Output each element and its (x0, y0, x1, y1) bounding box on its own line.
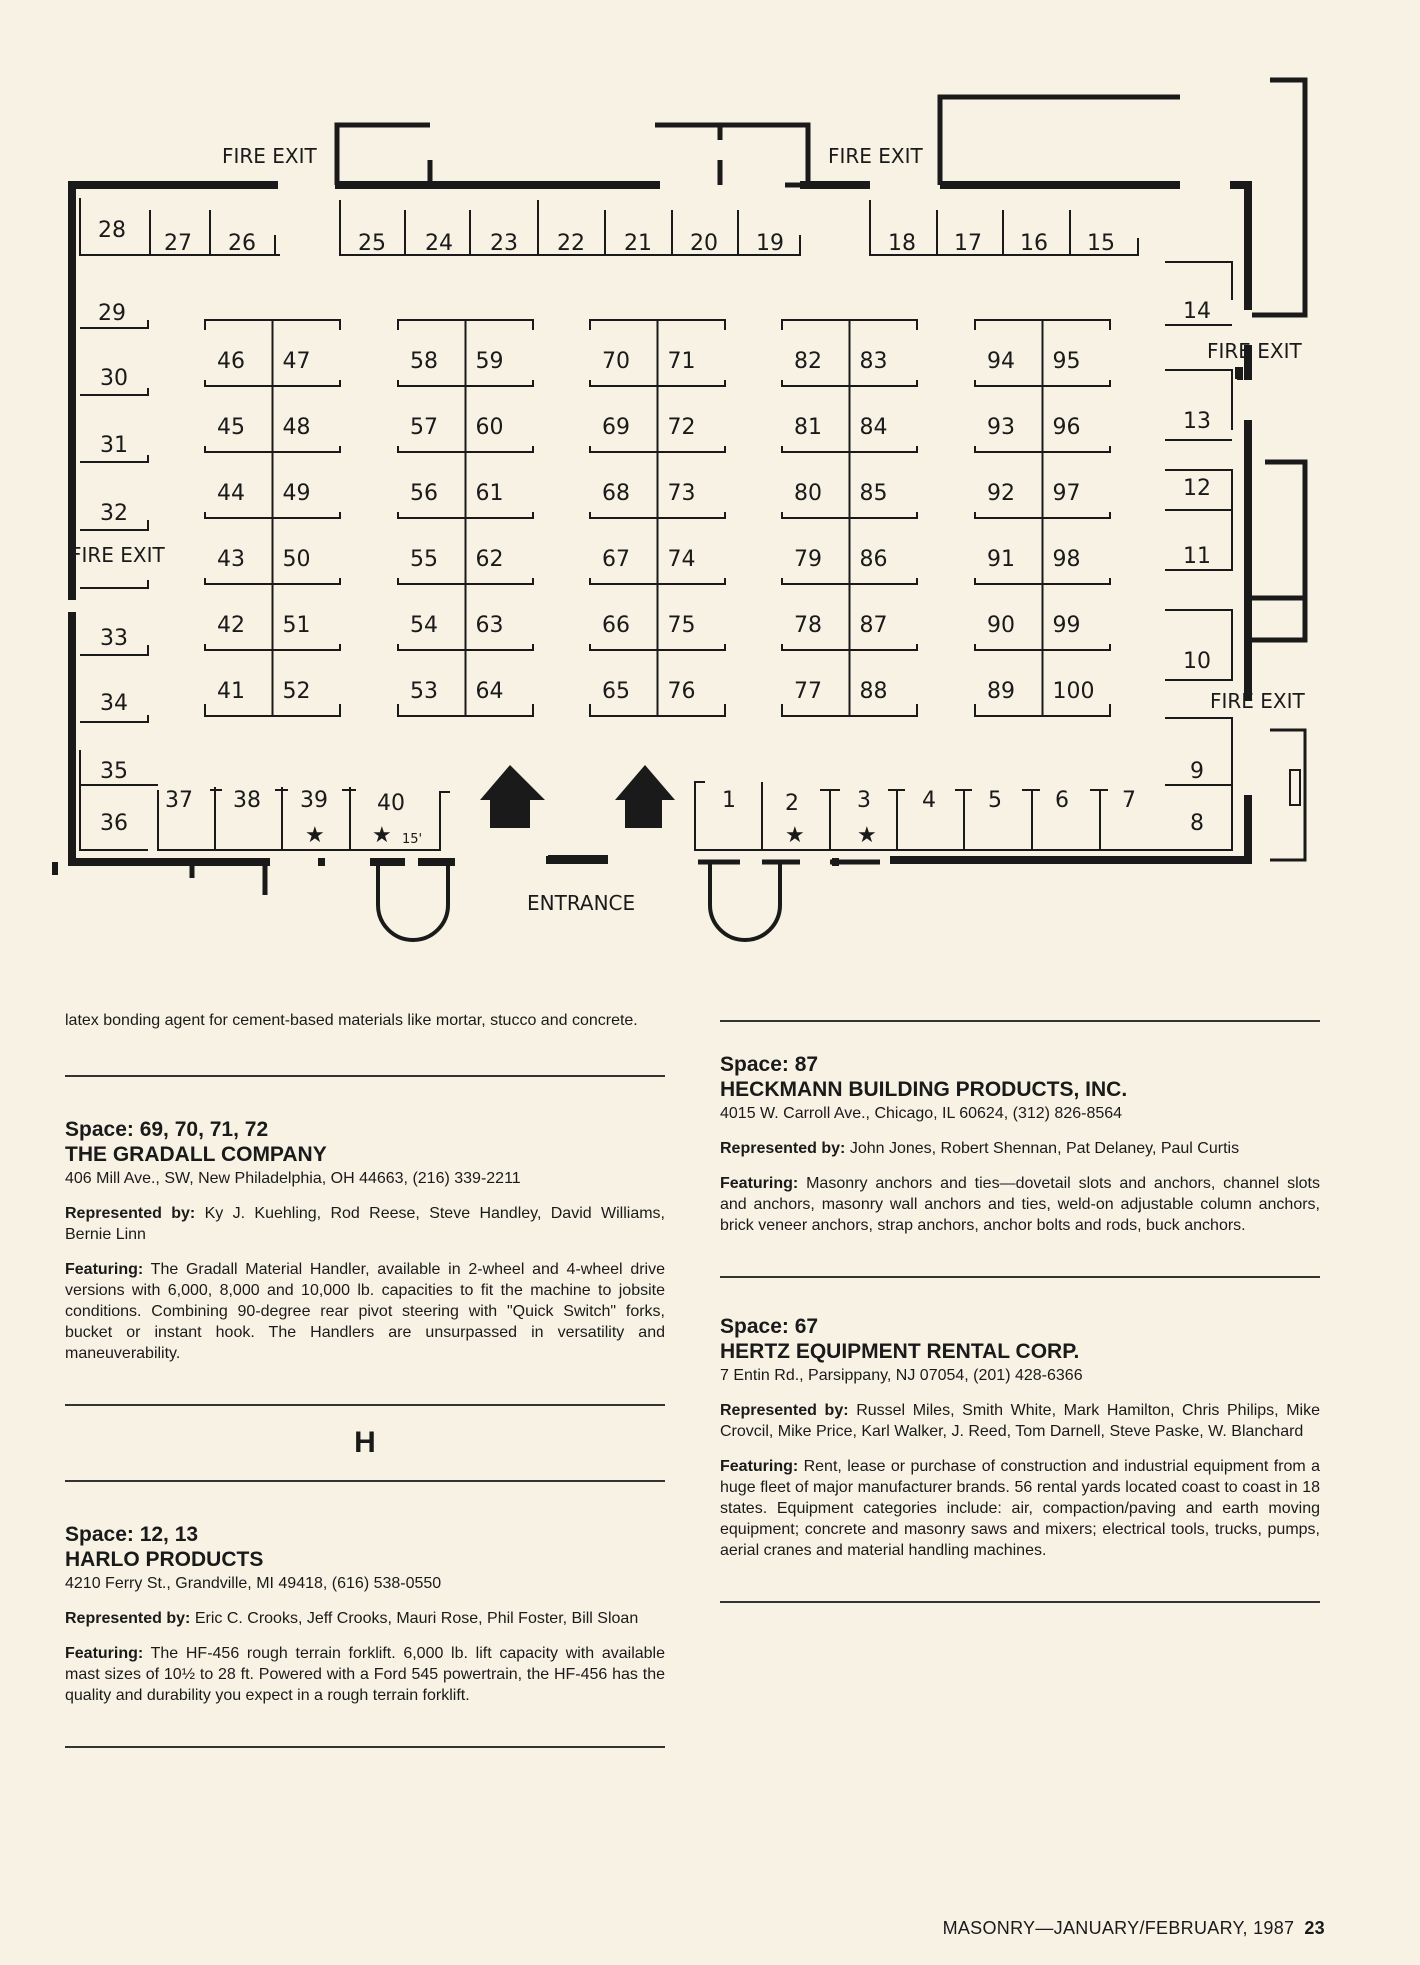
booth-21: 21 (624, 231, 652, 256)
star-icon: ★ (785, 823, 805, 848)
divider (720, 1020, 1320, 1022)
entry-company: THE GRADALL COMPANY (65, 1143, 327, 1166)
booth-37: 37 (165, 788, 193, 813)
represented-names: John Jones, Robert Shennan, Pat Delaney, Paul Curtis (845, 1140, 1240, 1157)
booth-39: 39 (300, 788, 328, 813)
booth-29: 29 (98, 301, 126, 326)
booth-27: 27 (164, 231, 192, 256)
booth-1: 1 (722, 788, 736, 813)
entry-space: Space: 12, 13 (65, 1523, 199, 1546)
booth-65: 65 (602, 679, 630, 704)
booth-99: 99 (1052, 613, 1081, 638)
booth-100: 100 (1052, 679, 1095, 704)
intro-paragraph: latex bonding agent for cement-based materials like mortar, stucco and concrete. (65, 1012, 638, 1029)
featuring-label: Featuring: (65, 1645, 144, 1662)
booth-86: 86 (859, 547, 888, 572)
exhibitor-entry-gradall (65, 1117, 665, 1364)
booth-17: 17 (954, 231, 982, 256)
right-column (720, 1010, 1320, 1603)
booth-62: 62 (475, 547, 504, 572)
star-icon: ★ (857, 823, 877, 848)
booth-42: 42 (217, 613, 245, 638)
star-icon: ★ (372, 823, 392, 848)
entry-space: Space: 69, 70, 71, 72 (65, 1118, 269, 1141)
booth-78: 78 (794, 613, 822, 638)
featuring-label: Featuring: (65, 1261, 144, 1278)
booth-28: 28 (98, 218, 126, 243)
exhibit-floor-plan (0, 0, 1420, 960)
booth-51: 51 (282, 613, 311, 638)
fire-exit-label-right-lower: FIRE EXIT (1210, 689, 1305, 713)
booth-56: 56 (410, 481, 438, 506)
booth-island (782, 320, 917, 716)
booth-81: 81 (794, 415, 822, 440)
booth-72: 72 (667, 415, 696, 440)
entry-address: 4015 W. Carroll Ave., Chicago, IL 60624, (312) 826-8564 (720, 1105, 1123, 1122)
booth-13: 13 (1183, 409, 1211, 434)
left-column (65, 1010, 665, 1748)
featuring-label: Featuring: (720, 1175, 799, 1192)
booth-82: 82 (794, 349, 822, 374)
booth-19: 19 (756, 231, 784, 256)
booth-7: 7 (1122, 788, 1136, 813)
entrance-arrow-right-icon (615, 765, 675, 828)
entry-space: Space: 87 (720, 1053, 819, 1076)
featuring-label: Featuring: (720, 1458, 799, 1475)
represented-names: Ky J. Kuehling, Rod Reese, Steve Handley, David Williams, Bernie Linn (65, 1205, 665, 1243)
booth-24: 24 (425, 231, 453, 256)
entry-address: 406 Mill Ave., SW, New Philadelphia, OH 44663, (216) 339-2211 (65, 1170, 521, 1187)
divider (65, 1075, 665, 1077)
booth-93: 93 (987, 415, 1015, 440)
booth-10: 10 (1183, 649, 1211, 674)
entry-represented (65, 1203, 665, 1245)
booth-53: 53 (410, 679, 438, 704)
booth-43: 43 (217, 547, 245, 572)
letter-heading: H (354, 1426, 376, 1459)
entry-space: Space: 67 (720, 1315, 819, 1338)
booth-87: 87 (859, 613, 888, 638)
booth-47: 47 (282, 349, 311, 374)
booth-23: 23 (490, 231, 518, 256)
booth-83: 83 (859, 349, 888, 374)
entrance-label: ENTRANCE (527, 891, 636, 915)
booth-80: 80 (794, 481, 822, 506)
entry-featuring (720, 1456, 1320, 1561)
entry-represented (720, 1400, 1320, 1442)
divider (720, 1601, 1320, 1603)
booth-32: 32 (100, 501, 128, 526)
divider (65, 1404, 665, 1406)
booth-98: 98 (1052, 547, 1081, 572)
star-icon: ★ (305, 823, 325, 848)
represented-label: Represented by: (720, 1140, 846, 1157)
represented-label: Represented by: (65, 1205, 196, 1222)
booth-6: 6 (1055, 788, 1069, 813)
represented-label: Represented by: (720, 1402, 849, 1419)
featuring-text: Rent, lease or purchase of construction and industrial equipment from a huge fleet of major manufacturer brands. 56 rental yards located coast to coast in 18 states. Equipment categories include: air, compaction/paving and earth moving equipment; concrete and masonry saws and mixers; electrical tools, trucks, pumps, aerial cranes and material handling machines. (720, 1458, 1320, 1559)
featuring-text: Masonry anchors and ties—dovetail slots and anchors, channel slots and anchors, masonry wall anchors and ties, weld-on adjustable column anchors, brick veneer anchors, strap anchors, anchor bolts and rods, buck anchors. (720, 1175, 1320, 1234)
booth-63: 63 (475, 613, 504, 638)
booth-61: 61 (475, 481, 504, 506)
booth-89: 89 (987, 679, 1015, 704)
booth-67: 67 (602, 547, 630, 572)
booth-88: 88 (859, 679, 888, 704)
booth-95: 95 (1052, 349, 1081, 374)
booth-54: 54 (410, 613, 438, 638)
represented-names: Eric C. Crooks, Jeff Crooks, Mauri Rose, Phil Foster, Bill Sloan (190, 1610, 639, 1627)
booth-18: 18 (888, 231, 916, 256)
entry-featuring (65, 1643, 665, 1706)
represented-label: Represented by: (65, 1610, 191, 1627)
booth-26: 26 (228, 231, 256, 256)
booth-20: 20 (690, 231, 718, 256)
exhibitor-entry-hertz (720, 1314, 1320, 1561)
booth-33: 33 (100, 626, 128, 651)
booth-66: 66 (602, 613, 630, 638)
booth-60: 60 (475, 415, 504, 440)
page-number: 23 (1304, 1918, 1325, 1938)
booth-3: 3 (857, 788, 871, 813)
booth-69: 69 (602, 415, 630, 440)
fire-exit-label-top-left: FIRE EXIT (222, 144, 317, 168)
entry-featuring (720, 1173, 1320, 1236)
booth-40-dimension: 15' (402, 832, 423, 847)
represented-names: Russel Miles, Smith White, Mark Hamilton, Chris Philips, Mike Crovcil, Mike Price, Karl Walker, J. Reed, Tom Darnell, Steve Paske, W. Blanchard (720, 1402, 1321, 1440)
booth-30: 30 (100, 366, 128, 391)
entry-company: HARLO PRODUCTS (65, 1548, 264, 1571)
featuring-text: The HF-456 rough terrain forklift. 6,000 lb. lift capacity with available mast sizes of 10½ to 28 ft. Powered with a Ford 545 powertrain, the HF-456 has the quality and durability you expect in a rough terrain forklift. (65, 1645, 665, 1704)
booth-48: 48 (282, 415, 311, 440)
booth-77: 77 (794, 679, 822, 704)
booth-25: 25 (358, 231, 386, 256)
booth-57: 57 (410, 415, 438, 440)
divider (65, 1746, 665, 1748)
booth-70: 70 (602, 349, 630, 374)
booth-36: 36 (100, 811, 128, 836)
booth-5: 5 (988, 788, 1002, 813)
booth-91: 91 (987, 547, 1015, 572)
booth-11: 11 (1183, 544, 1211, 569)
booth-64: 64 (475, 679, 504, 704)
booth-85: 85 (859, 481, 888, 506)
exhibitor-entry-heckmann (720, 1052, 1320, 1236)
booth-76: 76 (667, 679, 696, 704)
booth-8: 8 (1190, 811, 1204, 836)
entry-featuring (65, 1259, 665, 1364)
booth-9: 9 (1190, 759, 1204, 784)
booth-16: 16 (1020, 231, 1048, 256)
exhibitor-entry-harlo (65, 1522, 665, 1706)
booth-79: 79 (794, 547, 822, 572)
booth-31: 31 (100, 433, 128, 458)
entrance-arrow-left-icon (480, 765, 545, 828)
fire-exit-label-top-right: FIRE EXIT (828, 144, 923, 168)
booth-68: 68 (602, 481, 630, 506)
fire-exit-label-left: FIRE EXIT (70, 543, 165, 567)
booth-46: 46 (217, 349, 245, 374)
booth-84: 84 (859, 415, 888, 440)
booth-38: 38 (233, 788, 261, 813)
publication-info: MASONRY—JANUARY/FEBRUARY, 1987 (942, 1918, 1295, 1938)
featuring-text: The Gradall Material Handler, available in 2-wheel and 4-wheel drive versions with 6,000, 8,000 and 10,000 lb. capacities to fit the machine to jobsite conditions. Combining 90-degree rear pivot steering with "Quick Switch" forks, bucket or instant hook. The Handlers are unsurpassed in versatility and maneuverability. (65, 1261, 665, 1362)
booth-94: 94 (987, 349, 1015, 374)
booth-55: 55 (410, 547, 438, 572)
booth-2: 2 (785, 791, 799, 816)
booth-50: 50 (282, 547, 311, 572)
booth-island (398, 320, 533, 716)
page-footer (943, 1918, 1325, 1939)
booth-96: 96 (1052, 415, 1081, 440)
booth-74: 74 (667, 547, 696, 572)
booth-75: 75 (667, 613, 696, 638)
fire-exit-label-right-upper: FIRE EXIT (1207, 339, 1302, 363)
entry-company: HECKMANN BUILDING PRODUCTS, INC. (720, 1078, 1128, 1101)
booth-97: 97 (1052, 481, 1081, 506)
entry-represented (720, 1138, 1320, 1159)
booth-44: 44 (217, 481, 245, 506)
booth-59: 59 (475, 349, 504, 374)
booth-41: 41 (217, 679, 245, 704)
booth-34: 34 (100, 691, 128, 716)
booth-35: 35 (100, 759, 128, 784)
booth-12: 12 (1183, 476, 1211, 501)
booth-71: 71 (667, 349, 696, 374)
booth-4: 4 (922, 788, 936, 813)
divider (65, 1480, 665, 1482)
divider (720, 1276, 1320, 1278)
booth-92: 92 (987, 481, 1015, 506)
booth-45: 45 (217, 415, 245, 440)
entry-represented (65, 1608, 665, 1629)
booth-island (205, 320, 340, 716)
booth-island (590, 320, 725, 716)
booth-15: 15 (1087, 231, 1115, 256)
booth-58: 58 (410, 349, 438, 374)
entry-address: 7 Entin Rd., Parsippany, NJ 07054, (201) 428-6366 (720, 1367, 1083, 1384)
booth-90: 90 (987, 613, 1015, 638)
booth-island (975, 320, 1110, 716)
booth-52: 52 (282, 679, 311, 704)
entry-company: HERTZ EQUIPMENT RENTAL CORP. (720, 1340, 1080, 1363)
booth-40: 40 (377, 791, 405, 816)
booth-49: 49 (282, 481, 311, 506)
booth-14: 14 (1183, 299, 1211, 324)
booth-22: 22 (557, 231, 585, 256)
booth-73: 73 (667, 481, 696, 506)
entry-address: 4210 Ferry St., Grandville, MI 49418, (616) 538-0550 (65, 1575, 442, 1592)
